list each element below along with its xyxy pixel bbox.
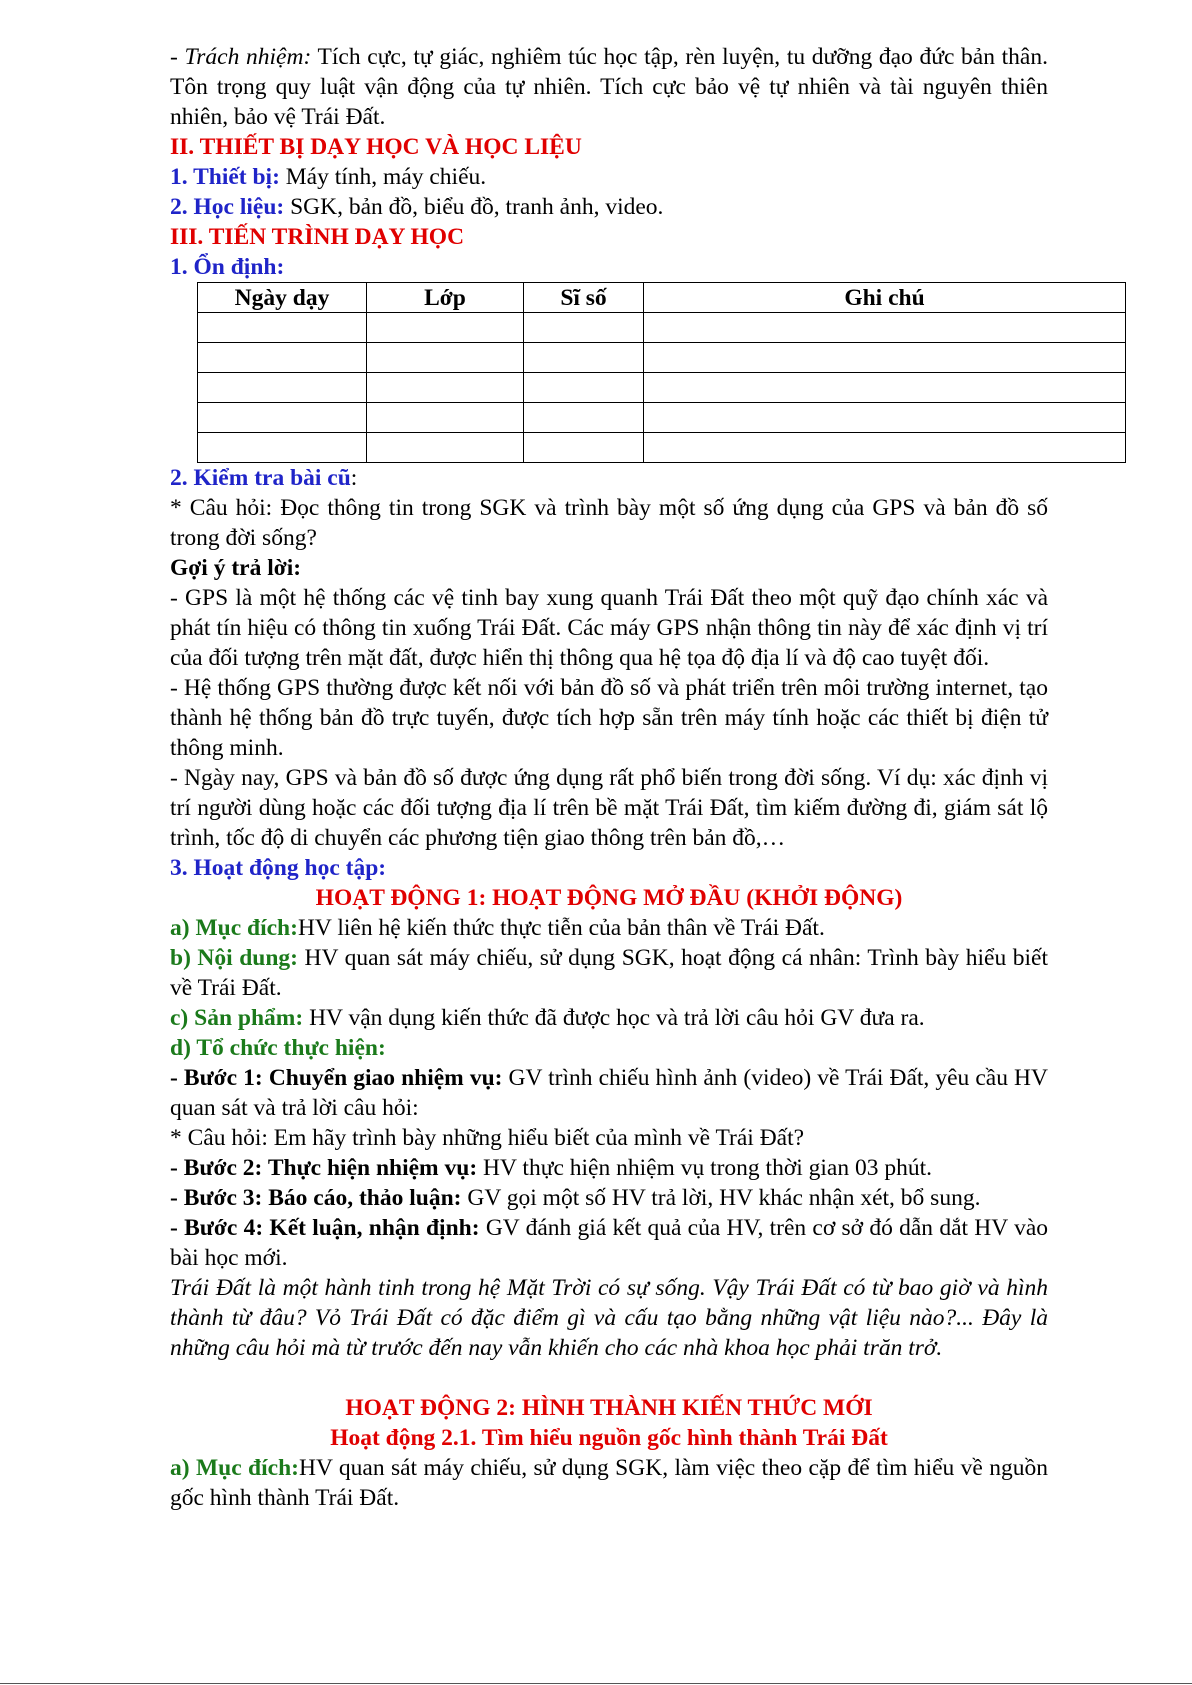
label-muc-dich: a) Mục đích: bbox=[170, 915, 298, 941]
label-trach-nhiem: - Trách nhiệm: bbox=[170, 44, 312, 70]
table-cell bbox=[524, 373, 644, 403]
step-2 bbox=[170, 1153, 1048, 1183]
text-step-3: GV gọi một số HV trả lời, HV khác nhận xét, bổ sung. bbox=[461, 1185, 981, 1211]
table-header-row bbox=[198, 283, 1126, 313]
label-san-pham: c) Sản phẩm: bbox=[170, 1005, 304, 1031]
attendance-table bbox=[197, 282, 1126, 463]
question-gps: * Câu hỏi: Đọc thông tin trong SGK và trình bày một số ứng dụng của GPS và bản đồ số trong đời sống? bbox=[170, 495, 1048, 551]
text-muc-dich-2: HV quan sát máy chiếu, sử dụng SGK, làm việc theo cặp để tìm hiểu về nguồn gốc hình thành Trái Đất. bbox=[170, 1455, 1048, 1511]
step-1 bbox=[170, 1063, 1048, 1123]
table-row bbox=[198, 373, 1126, 403]
header-lop: Lớp bbox=[367, 283, 524, 313]
text-step-4: GV đánh giá kết quả của HV, trên cơ sở đó dẫn dắt HV vào bài học mới. bbox=[170, 1215, 1049, 1271]
table-row bbox=[198, 313, 1126, 343]
text-muc-dich: HV liên hệ kiến thức thực tiễn của bản thân về Trái Đất. bbox=[297, 915, 825, 941]
answer-1: - GPS là một hệ thống các vệ tinh bay xung quanh Trái Đất theo một quỹ đạo chính xác và phát tín hiệu có thông tin xuống Trái Đất. Các máy GPS nhận thông tin này để xác định vị trí của đối tượng trên mặt đất, được hiển thị thông qua hệ tọa độ địa lí và độ cao tuyệt đối. bbox=[170, 585, 1048, 671]
section-2-title: II. THIẾT BỊ DẠY HỌC VÀ HỌC LIỆU bbox=[170, 134, 582, 160]
answer-2: - Hệ thống GPS thường được kết nối với bản đồ số và phát triển trên môi trường internet, tạo thành hệ thống bản đồ trực tuyến, được tích hợp sẵn trên máy tính hoặc các thiết bị điện tử thông minh. bbox=[170, 675, 1048, 761]
table-cell bbox=[644, 403, 1126, 433]
label-hoc-lieu: 2. Học liệu: bbox=[170, 194, 285, 220]
label-step-3: - Bước 3: Báo cáo, thảo luận: bbox=[170, 1185, 462, 1211]
step-4 bbox=[170, 1213, 1048, 1273]
table-cell bbox=[198, 373, 367, 403]
answer-3: - Ngày nay, GPS và bản đồ số được ứng dụng rất phổ biến trong đời sống. Ví dụ: xác định vị trí người dùng hoặc các đối tượng địa lí trên bề mặt Trái Đất, tìm kiếm đường đi, giám sát lộ trình, tốc độ di chuyển các phương tiện giao thông trên bản đồ,… bbox=[170, 765, 1048, 851]
label-step-1: - Bước 1: Chuyển giao nhiệm vụ: bbox=[170, 1065, 503, 1091]
table-cell bbox=[367, 373, 524, 403]
header-ghi-chu: Ghi chú bbox=[644, 283, 1126, 313]
text-step-1: GV trình chiếu hình ảnh (video) về Trái Đất, yêu cầu HV quan sát và trả lời câu hỏi: bbox=[170, 1065, 1048, 1121]
item-thiet-bi bbox=[170, 162, 1048, 192]
heading-on-dinh: 1. Ổn định: bbox=[170, 254, 285, 280]
section-3-title: III. TIẾN TRÌNH DẠY HỌC bbox=[170, 224, 465, 250]
label-kiem-tra: 2. Kiểm tra bài cũ bbox=[170, 465, 351, 491]
table-cell bbox=[644, 433, 1126, 463]
table-cell bbox=[524, 433, 644, 463]
colon-kiem-tra: : bbox=[350, 465, 358, 491]
activity-1-question: * Câu hỏi: Em hãy trình bày những hiểu biết của mình về Trái Đất? bbox=[170, 1125, 805, 1151]
table-cell bbox=[367, 313, 524, 343]
header-ngay-day: Ngày dạy bbox=[198, 283, 367, 313]
activity-2-muc-dich bbox=[170, 1453, 1048, 1513]
activity-1-intro: Trái Đất là một hành tinh trong hệ Mặt Trời có sự sống. Vậy Trái Đất có từ bao giờ và hình thành từ đâu? Vỏ Trái Đất có đặc điểm gì và cấu tạo bằng những vật liệu nào?... Đây là những câu hỏi mà từ trước đến nay vẫn khiến cho các nhà khoa học phải trăn trở. bbox=[170, 1275, 1048, 1361]
text-thiet-bi: Máy tính, máy chiếu. bbox=[279, 164, 487, 190]
label-step-4: - Bước 4: Kết luận, nhận định: bbox=[170, 1215, 480, 1241]
label-step-2: - Bước 2: Thực hiện nhiệm vụ: bbox=[170, 1155, 478, 1181]
activity-1-san-pham bbox=[170, 1003, 1048, 1033]
table-cell bbox=[644, 313, 1126, 343]
table-cell bbox=[524, 403, 644, 433]
table-cell bbox=[524, 313, 644, 343]
text-trach-nhiem: Tích cực, tự giác, nghiêm túc học tập, rèn luyện, tu dưỡng đạo đức bản thân. Tôn trọng quy luật vận động của tự nhiên. Tích cực bảo vệ tự nhiên và tài nguyên thiên nhiên, bảo vệ Trái Đất. bbox=[170, 44, 1048, 130]
spacer bbox=[170, 1363, 1048, 1393]
activity-1-noi-dung bbox=[170, 943, 1048, 1003]
hint-label: Gợi ý trả lời: bbox=[170, 555, 302, 581]
label-muc-dich-2: a) Mục đích: bbox=[170, 1455, 299, 1481]
step-3 bbox=[170, 1183, 1048, 1213]
table-cell bbox=[524, 343, 644, 373]
table-cell bbox=[198, 433, 367, 463]
activity-2-title: HOẠT ĐỘNG 2: HÌNH THÀNH KIẾN THỨC MỚI bbox=[345, 1395, 873, 1421]
table-row bbox=[198, 343, 1126, 373]
text-noi-dung: HV quan sát máy chiếu, sử dụng SGK, hoạt động cá nhân: Trình bày hiểu biết về Trái Đất. bbox=[170, 945, 1048, 1001]
table-cell bbox=[367, 403, 524, 433]
table-cell bbox=[644, 373, 1126, 403]
table-cell bbox=[198, 343, 367, 373]
table-cell bbox=[198, 313, 367, 343]
activity-1-muc-dich bbox=[170, 913, 1048, 943]
table-cell bbox=[644, 343, 1126, 373]
heading-kiem-tra bbox=[170, 463, 1048, 493]
table-row bbox=[198, 403, 1126, 433]
header-si-so: Sĩ số bbox=[524, 283, 644, 313]
activity-2-1-title: Hoạt động 2.1. Tìm hiểu nguồn gốc hình thành Trái Đất bbox=[330, 1425, 888, 1451]
label-noi-dung: b) Nội dung: bbox=[170, 945, 299, 971]
item-hoc-lieu bbox=[170, 192, 1048, 222]
text-san-pham: HV vận dụng kiến thức đã được học và trả lời câu hỏi GV đưa ra. bbox=[303, 1005, 925, 1031]
activity-1-to-chuc: d) Tổ chức thực hiện: bbox=[170, 1035, 386, 1061]
text-hoc-lieu: SGK, bản đồ, biểu đồ, tranh ảnh, video. bbox=[284, 194, 664, 220]
activity-1-title: HOẠT ĐỘNG 1: HOẠT ĐỘNG MỞ ĐẦU (KHỞI ĐỘNG) bbox=[315, 885, 903, 911]
document-page bbox=[170, 42, 1048, 1513]
label-thiet-bi: 1. Thiết bị: bbox=[170, 164, 280, 190]
table-row bbox=[198, 433, 1126, 463]
table-cell bbox=[198, 403, 367, 433]
heading-hoat-dong-hoc-tap: 3. Hoạt động học tập: bbox=[170, 855, 387, 881]
table-cell bbox=[367, 433, 524, 463]
table-cell bbox=[367, 343, 524, 373]
paragraph-trach-nhiem bbox=[170, 42, 1048, 132]
text-step-2: HV thực hiện nhiệm vụ trong thời gian 03 phút. bbox=[477, 1155, 933, 1181]
page-bottom-border bbox=[0, 1683, 1192, 1684]
